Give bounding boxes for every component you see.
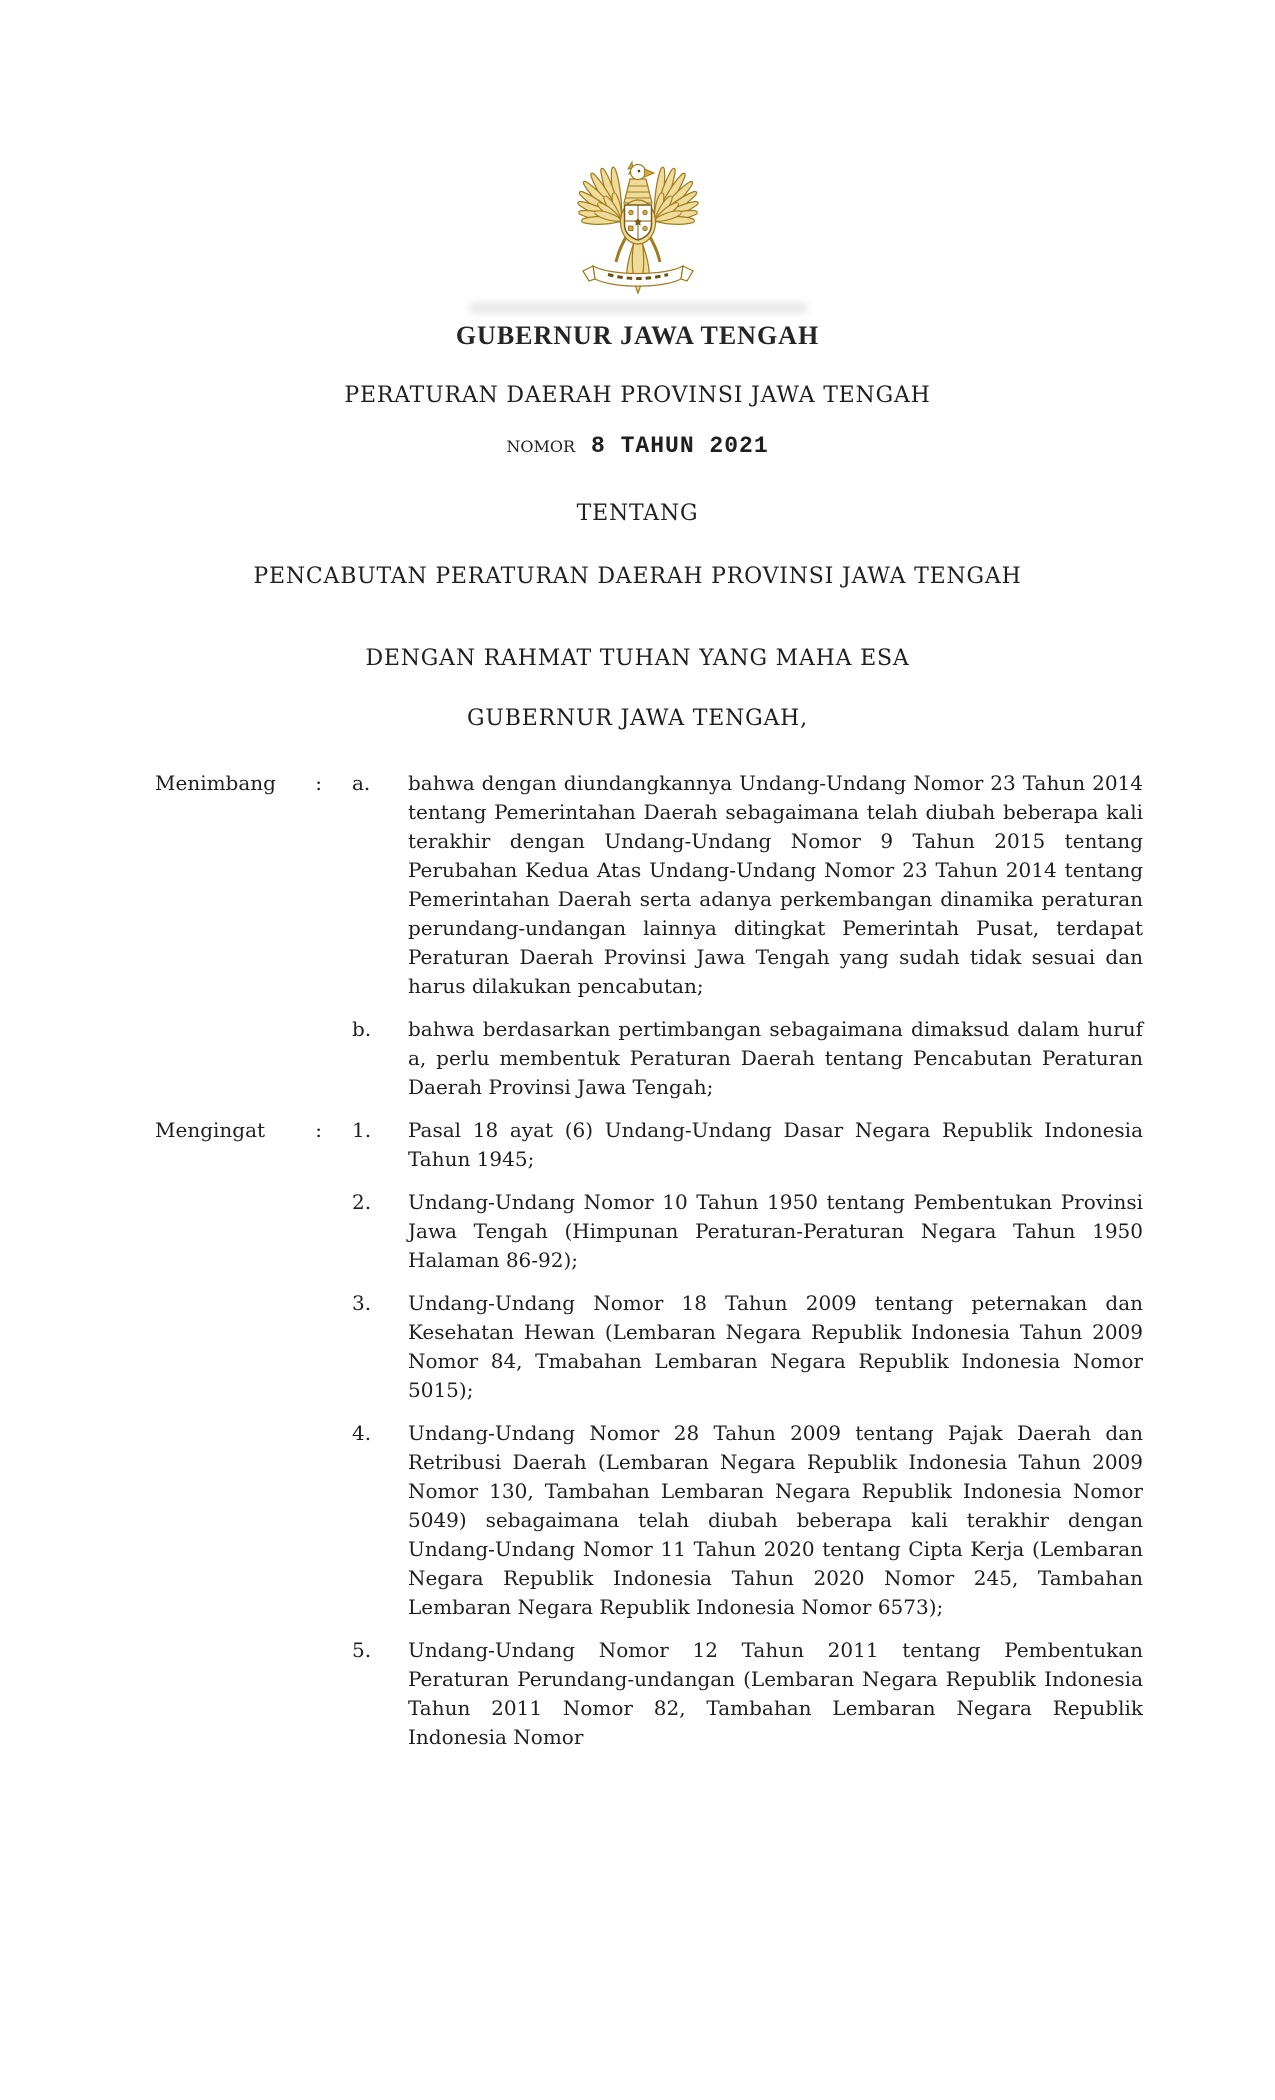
menimbang-colon: : (315, 771, 322, 795)
item-marker: 1. (352, 1118, 372, 1142)
item-marker: 4. (352, 1421, 372, 1445)
regulation-subject: PENCABUTAN PERATURAN DAERAH PROVINSI JAWA TENGAH (253, 564, 1022, 589)
menimbang-item-a (155, 769, 1143, 1001)
considerations-block (155, 769, 1143, 1752)
number-value: 8 TAHUN 2021 (591, 433, 769, 459)
invocation-line: DENGAN RAHMAT TUHAN YANG MAHA ESA (365, 646, 910, 671)
number-label: NOMOR (506, 437, 576, 456)
item-text: Pasal 18 ayat (6) Undang-Undang Dasar Negara Republik Indonesia Tahun 1945; (408, 1118, 1143, 1171)
item-marker: 5. (352, 1638, 372, 1662)
garuda-pancasila-icon (563, 146, 713, 310)
mengingat-label: Mengingat : (155, 1116, 352, 1174)
item-marker: a. (352, 771, 371, 795)
about-label: TENTANG (576, 501, 699, 526)
mengingat-item-3 (155, 1289, 1143, 1405)
regulation-number-line (0, 433, 1275, 459)
menimbang-label: Menimbang : (155, 769, 352, 1001)
item-text: Undang-Undang Nomor 10 Tahun 1950 tentang Pembentukan Provinsi Jawa Tengah (Himpunan Peraturan-Peraturan Negara Tahun 1950 Halaman 86-92); (408, 1190, 1143, 1272)
item-text: bahwa berdasarkan pertimbangan sebagaimana dimaksud dalam huruf a, perlu membentuk Peraturan Daerah tentang Pencabutan Peraturan Daerah Provinsi Jawa Tengah; (408, 1017, 1143, 1099)
regulation-title: PERATURAN DAERAH PROVINSI JAWA TENGAH (344, 383, 931, 408)
item-marker: 2. (352, 1190, 372, 1214)
mengingat-item-1 (155, 1116, 1143, 1174)
item-marker: 3. (352, 1291, 372, 1315)
mengingat-item-2 (155, 1188, 1143, 1275)
mengingat-item-4 (155, 1419, 1143, 1622)
garuda-pancasila-emblem (563, 146, 713, 310)
letterhead-title: GUBERNUR JAWA TENGAH (455, 321, 820, 350)
item-marker: b. (352, 1017, 372, 1041)
item-text: bahwa dengan diundangkannya Undang-Undang Nomor 23 Tahun 2014 tentang Pemerintahan Daerah sebagaimana telah diubah beberapa kali terakhir dengan Undang-Undang Nomor 9 Tahun 2015 tentang Perubahan Kedua Atas Undang-Undang Nomor 23 Tahun 2014 tentang Pemerintahan Daerah serta adanya perkembangan dinamika peraturan perundang-undangan lainnya ditingkat Pemerintah Pusat, terdapat Peraturan Daerah Provinsi Jawa Tengah yang sudah tidak sesuai dan harus dilakukan pencabutan; (408, 771, 1143, 998)
mengingat-colon: : (315, 1118, 322, 1142)
menimbang-item-b (155, 1015, 1143, 1102)
item-text: Undang-Undang Nomor 12 Tahun 2011 tentang Pembentukan Peraturan Perundang-undangan (Lembaran Negara Republik Indonesia Tahun 2011 Nomor 82, Tambahan Lembaran Negara Republik Indonesia Nomor (408, 1638, 1143, 1749)
item-text: Undang-Undang Nomor 18 Tahun 2009 tentang peternakan dan Kesehatan Hewan (Lembaran Negara Republik Indonesia Tahun 2009 Nomor 84, Tmabahan Lembaran Negara Republik Indonesia Nomor 5015); (408, 1291, 1143, 1402)
scan-artifact (468, 303, 808, 313)
item-text: Undang-Undang Nomor 28 Tahun 2009 tentang Pajak Daerah dan Retribusi Daerah (Lembaran Negara Republik Indonesia Tahun 2009 Nomor 130, Tambahan Lembaran Negara Republik Indonesia Nomor 5049) sebagaimana telah diubah beberapa kali terakhir dengan Undang-Undang Nomor 11 Tahun 2020 tentang Cipta Kerja (Lembaran Negara Republik Indonesia Tahun 2020 Nomor 245, Tambahan Lembaran Negara Republik Indonesia Nomor 6573); (408, 1421, 1143, 1619)
issuer-line: GUBERNUR JAWA TENGAH, (467, 706, 808, 731)
mengingat-item-5 (155, 1636, 1143, 1752)
